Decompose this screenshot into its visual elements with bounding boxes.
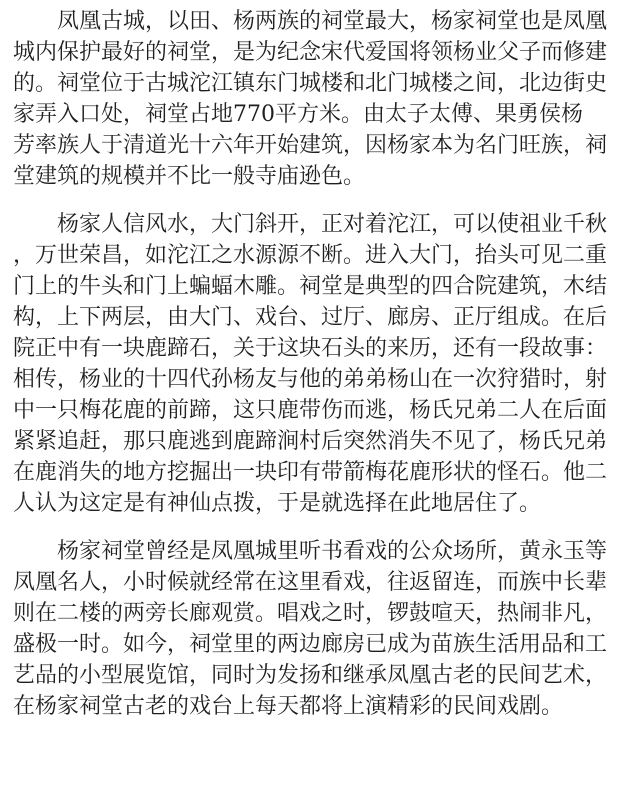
text-line: 凤凰古城，以田、杨两族的祠堂最大，杨家祠堂也是凤凰	[57, 9, 608, 34]
text-line: 的。祠堂位于古城沱江镇东门城楼和北门城楼之间，北边街史	[13, 71, 608, 96]
text-line: 艺品的小型展览馆，同时为发扬和继承凤凰古老的民间艺术，	[13, 663, 608, 688]
paragraph-2	[13, 209, 630, 519]
text-line: 中一只梅花鹿的前蹄，这只鹿带伤而逃，杨氏兄弟二人在后面	[13, 398, 608, 423]
text-line: 城内保护最好的祠堂，是为纪念宋代爱国将领杨业父子而修建	[13, 40, 608, 65]
text-line: 构，上下两层，由大门、戏台、过厅、廊房、正厅组成。在后	[13, 305, 608, 330]
text-line: 门上的牛头和门上蝙蝠木雕。祠堂是典型的四合院建筑，木结	[13, 274, 608, 299]
text-line: 在鹿消失的地方挖掘出一块印有带箭梅花鹿形状的怪石。他二	[13, 460, 608, 485]
text-line: 相传，杨业的十四代孙杨友与他的弟弟杨山在一次狩猎时，射	[13, 367, 608, 392]
text-line: 家弄入口处，祠堂占地770平方米。由太子太傅、果勇侯杨	[13, 102, 583, 127]
text-line: 紧紧追赶，那只鹿逃到鹿蹄涧村后突然消失不见了，杨氏兄弟	[13, 429, 608, 454]
text-line: ，万世荣昌，如沱江之水源源不断。进入大门，抬头可见二重	[13, 243, 608, 268]
text-line: 芳率族人于清道光十六年开始建筑，因杨家本为名门旺族，祠	[13, 133, 608, 158]
text-line: 院正中有一块鹿蹄石，关于这块石头的来历，还有一段故事：	[13, 336, 608, 361]
paragraph-1	[13, 6, 630, 192]
paragraph-3	[13, 536, 630, 722]
text-line: 则在二楼的两旁长廊观赏。唱戏之时，锣鼓喧天，热闹非凡，	[13, 601, 608, 626]
text-line: 杨家人信风水，大门斜开，正对着沱江，可以使祖业千秋	[57, 212, 608, 237]
text-line: 堂建筑的规模并不比一般寺庙逊色。	[13, 164, 366, 189]
text-line: 人认为这定是有神仙点拨，于是就选择在此地居住了。	[13, 491, 542, 516]
text-line: 盛极一时。如今，祠堂里的两边廊房已成为苗族生活用品和工	[13, 632, 608, 657]
text-line: 凤凰名人，小时候就经常在这里看戏，往返留连，而族中长辈	[13, 570, 608, 595]
text-line: 在杨家祠堂古老的戏台上每天都将上演精彩的民间戏剧。	[13, 694, 564, 719]
text-line: 杨家祠堂曾经是凤凰城里听书看戏的公众场所，黄永玉等	[57, 539, 608, 564]
